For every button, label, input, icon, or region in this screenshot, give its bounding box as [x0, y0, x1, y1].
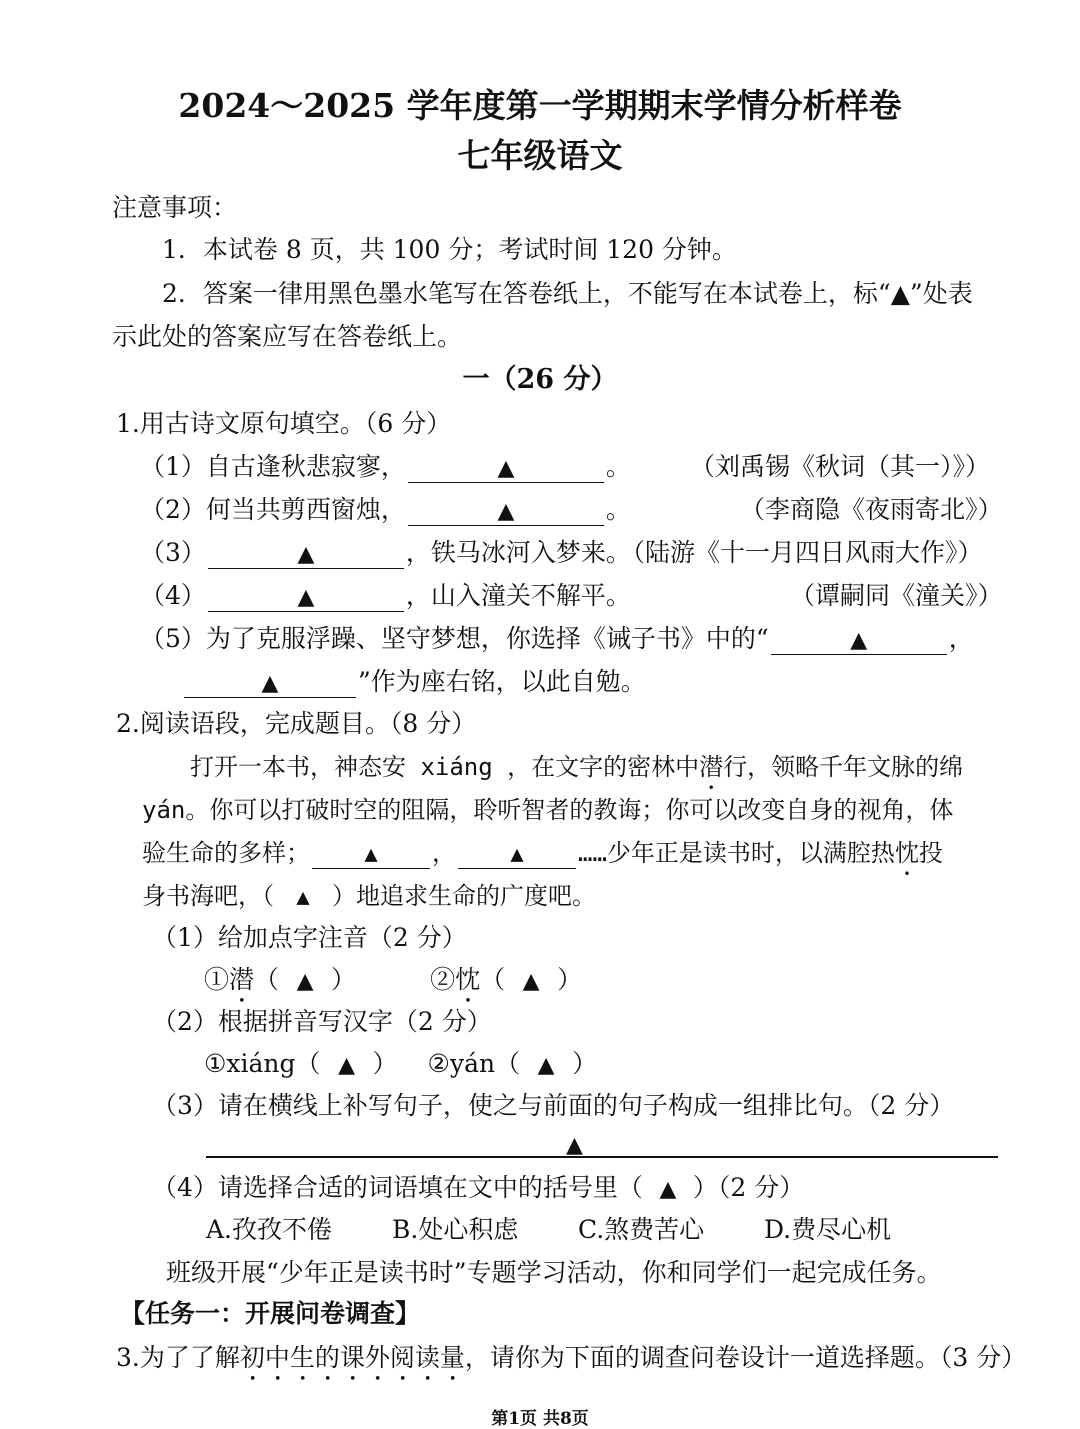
circled-number: ① [204, 965, 230, 994]
answer-slot [505, 962, 557, 1000]
q2-stem: 2.阅读语段，完成题目。（8 分） [116, 709, 477, 738]
triangle-icon: ▲ [296, 969, 314, 994]
triangle-icon: ▲ [510, 842, 524, 867]
paren: ） [572, 1049, 598, 1078]
item-text: 。 [605, 495, 631, 524]
q1-item-2-source: （李商隐《夜雨寄北》） [740, 495, 1003, 524]
answer-blank [408, 495, 604, 526]
dotted-char: 潜 [229, 965, 255, 994]
paren: （ [480, 965, 506, 994]
q2-option-b: B.处心积虑 [392, 1215, 519, 1244]
q1-stem: 1.用古诗文原句填空。（6 分） [116, 409, 452, 438]
dotted-char: 忱 [455, 965, 481, 994]
item-text: ， [948, 624, 974, 653]
answer-slot [279, 962, 331, 1000]
triangle-icon: ▲ [566, 1133, 583, 1158]
passage-text: ， [432, 839, 456, 867]
answer-blank [458, 838, 576, 869]
answer-blank [771, 624, 947, 655]
triangle-icon: ▲ [296, 885, 310, 910]
q1-item-1-source: （刘禹锡《秋词（其一）》） [690, 452, 991, 481]
passage-text: 行，领略千年文脉的绵 [723, 753, 964, 781]
passage-text: ……少年正是读书时，以满腔热 [578, 839, 895, 867]
answer-blank [312, 838, 430, 869]
q2-sub1: （1）给加点字注音（2 分） [152, 923, 467, 952]
item-number: （2） [140, 495, 206, 524]
notice-heading: 注意事项： [112, 193, 238, 222]
question-text: ，请你为下面的调查问卷设计一道选择题。（3 分） [464, 1343, 1027, 1372]
triangle-icon: ▲ [497, 499, 515, 524]
paren: ） [331, 965, 357, 994]
q3-stem [116, 1340, 1026, 1387]
answer-blank [208, 581, 404, 612]
task1-heading: 【任务一：开展问卷调查】 [120, 1299, 421, 1328]
notice-item-2-line1: 2．答案一律用黑色墨水笔写在答卷纸上，不能写在本试卷上，标“▲”处表 [162, 279, 973, 308]
passage-text: 验生命的多样； [142, 839, 310, 867]
q1-item-4 [140, 578, 631, 614]
question-text: （4）请选择合适的词语填在文中的括号里（ [152, 1173, 643, 1202]
pinyin-prompt: ②yán（ [427, 1049, 521, 1078]
dotted-phrase: 初中生的课外阅读量 [239, 1343, 465, 1372]
triangle-icon: ▲ [522, 969, 540, 994]
q2-passage-line4 [142, 878, 596, 916]
answer-blank [184, 667, 356, 698]
triangle-icon: ▲ [364, 842, 378, 867]
q1-item-3-source: （陆游《十一月四日风雨大作》） [620, 538, 983, 567]
triangle-icon: ▲ [659, 1177, 677, 1202]
dotted-char: 忱 [894, 839, 919, 867]
passage-text: ）地追求生命的广度吧。 [332, 882, 596, 910]
answer-slot [321, 1046, 373, 1084]
answer-slot [274, 878, 332, 916]
answer-line [206, 1156, 998, 1158]
q2-sub2: （2）根据拼音写汉字（2 分） [152, 1007, 492, 1036]
answer-line-mark [566, 1126, 583, 1164]
answer-blank [408, 452, 604, 483]
notice-item-1: 1．本试卷 8 页，共 100 分；考试时间 120 分钟。 [162, 235, 737, 264]
paren: ） [557, 965, 583, 994]
triangle-icon: ▲ [537, 1053, 555, 1078]
passage-text: 身书海吧，（ [142, 882, 274, 910]
passage-text: 打开一本书，神态安 xiáng ，在文字的密林中 [190, 753, 700, 781]
q2-option-c: C.煞费苦心 [578, 1215, 705, 1244]
q2-passage-line2: yán。你可以打破时空的阻隔，聆听智者的教诲；你可以改变自身的视角，体 [142, 796, 954, 824]
answer-blank [208, 538, 404, 569]
item-text: ，铁马冰河入梦来。 [405, 538, 631, 567]
q2-option-a: A.孜孜不倦 [206, 1215, 333, 1244]
q2-option-d: D.费尽心机 [764, 1215, 892, 1244]
pinyin-prompt: ①xiáng（ [204, 1049, 321, 1078]
q1-item-3 [140, 535, 631, 571]
dotted-char: 潜 [699, 753, 724, 781]
paren: （ [254, 965, 280, 994]
triangle-icon: ▲ [261, 671, 279, 696]
paren: ） [372, 1049, 398, 1078]
question-text: 3.为了了解 [116, 1343, 240, 1372]
item-text: 何当共剪西窗烛， [205, 495, 406, 524]
item-text: （5）为了克服浮躁、坚守梦想，你选择《诫子书》中的“ [140, 624, 769, 653]
exam-subtitle: 七年级语文 [457, 136, 623, 175]
activity-intro: 班级开展“少年正是读书时”专题学习活动，你和同学们一起完成任务。 [166, 1258, 942, 1287]
notice-item-2-line2: 示此处的答案应写在答卷纸上。 [112, 322, 463, 351]
q1-item-2 [140, 492, 631, 528]
exam-title: 2024～2025 学年度第一学期期末学情分析样卷 [178, 86, 902, 125]
page-number: 第1页 共8页 [491, 1409, 589, 1429]
q2-sub4 [152, 1170, 804, 1208]
q2-passage-line1 [190, 749, 963, 795]
answer-slot [520, 1046, 572, 1084]
q1-item-1 [140, 449, 631, 485]
item-text: ，山入潼关不解平。 [405, 581, 631, 610]
q1-item-5-line2 [182, 664, 646, 700]
circled-number: ② [430, 965, 456, 994]
triangle-icon: ▲ [297, 542, 315, 567]
question-text: ）（2 分） [692, 1173, 805, 1202]
item-number: （1） [140, 452, 206, 481]
q2-sub1-answers [204, 962, 582, 1009]
item-number: （4） [140, 581, 206, 610]
q2-passage-line3 [142, 835, 943, 881]
q1-item-4-source: （谭嗣同《潼关》） [790, 581, 1003, 610]
passage-text: 投 [918, 839, 943, 867]
triangle-icon: ▲ [850, 628, 868, 653]
q2-sub3: （3）请在横线上补写句子，使之与前面的句子构成一组排比句。（2 分） [152, 1091, 955, 1120]
item-text: 。 [605, 452, 631, 481]
item-number: （3） [140, 538, 206, 567]
q1-item-5-line1 [140, 621, 974, 657]
triangle-icon: ▲ [497, 456, 515, 481]
item-text: 自古逢秋悲寂寥， [205, 452, 406, 481]
answer-slot [643, 1170, 693, 1208]
triangle-icon: ▲ [338, 1053, 355, 1078]
q2-sub2-answers [204, 1046, 597, 1084]
triangle-icon: ▲ [297, 585, 315, 610]
section-heading: 一（26 分） [462, 364, 618, 395]
item-text: ”作为座右铭，以此自勉。 [358, 667, 646, 696]
